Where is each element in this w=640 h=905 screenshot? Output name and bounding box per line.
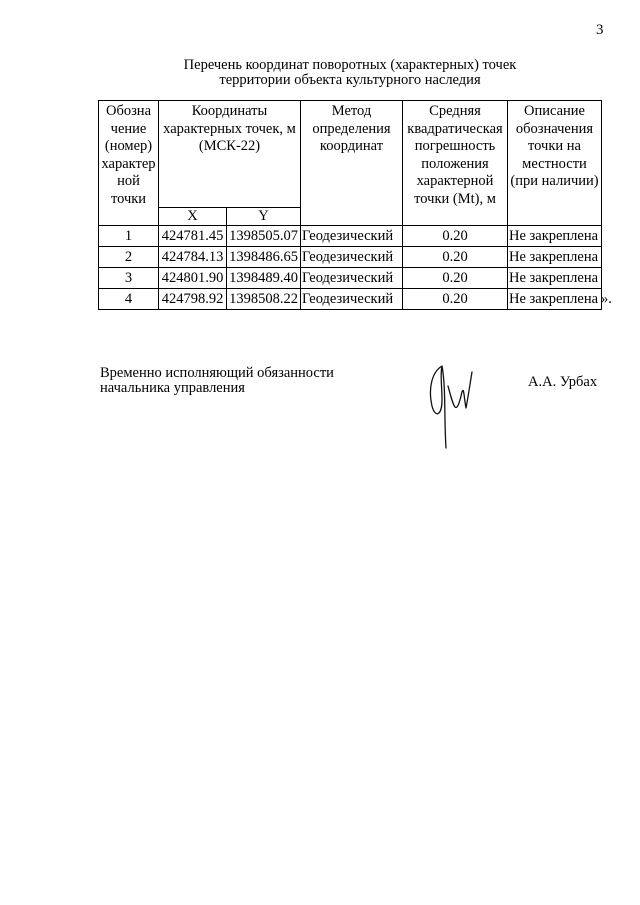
cell-y: 1398505.07 (227, 226, 301, 247)
cell-x: 424784.13 (159, 247, 227, 268)
table-row (99, 226, 602, 247)
cell-method: Геодезический (301, 268, 403, 289)
position-line-1: Временно исполняющий обязанности (100, 365, 334, 381)
position-line-2: начальника управления (100, 380, 245, 396)
header-description: Описание обозначения точки на местности (при наличии) (508, 101, 602, 226)
title-line-1: Перечень координат поворотных (характерных) точек (183, 57, 517, 73)
header-designation: Обозна чение (номер) характер ной точки (99, 101, 159, 226)
header-error: Средняя квадратическая погрешность положения характерной точки (Mt), м (403, 101, 508, 226)
title-line-2: территории объекта культурного наследия (219, 72, 481, 88)
table-row (99, 247, 602, 268)
cell-x: 424798.92 (159, 289, 227, 310)
cell-error: 0.20 (403, 289, 508, 310)
header-y: Y (227, 208, 301, 226)
header-x: X (159, 208, 227, 226)
cell-description: Не закреплена (508, 226, 602, 247)
cell-num: 1 (99, 226, 159, 247)
header-coordinates: Координаты характерных точек, м (МСК-22) (159, 101, 301, 208)
cell-description: Не закреплена (508, 247, 602, 268)
cell-num: 4 (99, 289, 159, 310)
table-row (99, 268, 602, 289)
document-title (100, 58, 600, 88)
cell-method: Геодезический (301, 289, 403, 310)
cell-description: Не закреплена ». (508, 289, 602, 310)
closing-quote: ». (601, 291, 612, 307)
handwritten-signature (420, 358, 490, 453)
coordinates-table (98, 100, 612, 310)
cell-error: 0.20 (403, 226, 508, 247)
cell-x: 424781.45 (159, 226, 227, 247)
cell-y: 1398486.65 (227, 247, 301, 268)
cell-x: 424801.90 (159, 268, 227, 289)
cell-num: 2 (99, 247, 159, 268)
cell-num: 3 (99, 268, 159, 289)
header-method: Метод определения координат (301, 101, 403, 226)
cell-method: Геодезический (301, 226, 403, 247)
signatory-name: А.А. Урбах (528, 374, 598, 390)
cell-y: 1398489.40 (227, 268, 301, 289)
page-number: 3 (596, 22, 604, 38)
cell-y: 1398508.22 (227, 289, 301, 310)
cell-error: 0.20 (403, 268, 508, 289)
cell-description: Не закреплена (508, 268, 602, 289)
cell-method: Геодезический (301, 247, 403, 268)
signatory-position (100, 366, 334, 396)
cell-error: 0.20 (403, 247, 508, 268)
table-row (99, 289, 602, 310)
